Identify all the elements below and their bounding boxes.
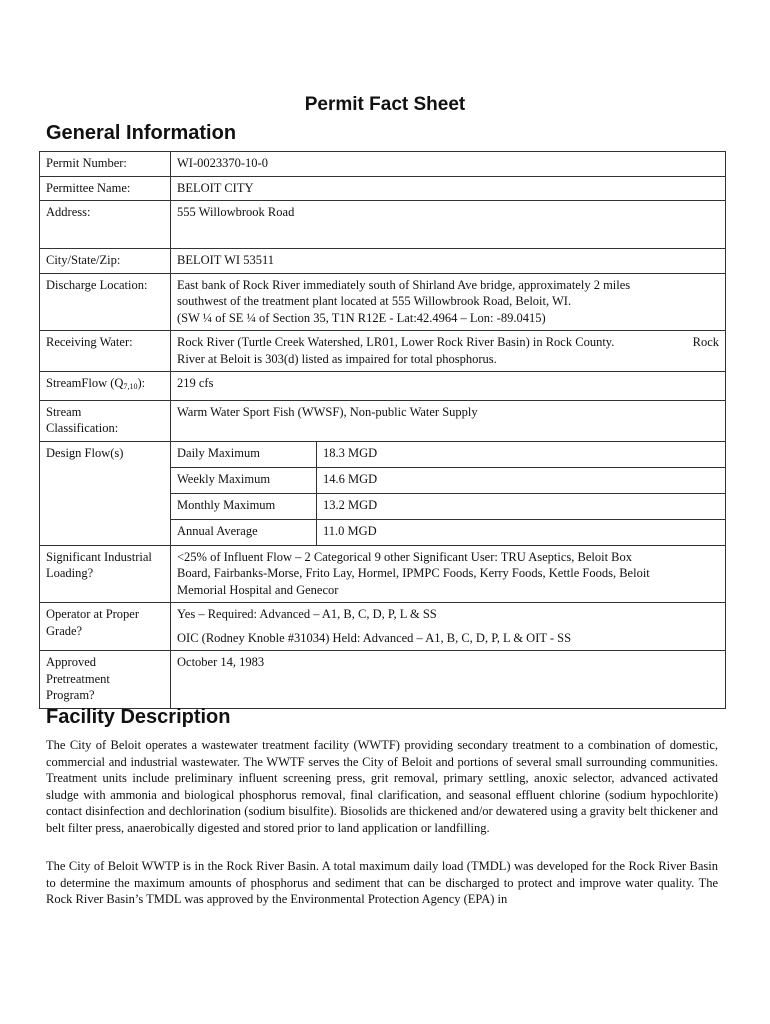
operator-line: Yes – Required: Advanced – A1, B, C, D, P, L & SS <box>177 607 437 621</box>
facility-paragraph-text: The City of Beloit operates a wastewater treatment facility (WWTF) providing secondary treatment to a combination of domestic, commercial and industrial wastewater. The WWTF serves the City of Beloit and portions of several small surrounding communities. Treatment units include preliminary influent screening press, grit removal, primary settling, anoxic selector, advanced activated sludge with ammonia and biological phosphorus removal, final clarification, and seasonal effluent chlorine (sodium hypochlorite) contact disinfection and dechlorination (sodium bisulfite). Biosolids are thickened and/or dewatered using a gravity belt thickener and belt filter press, anaerobically digested and stored prior to land application or landfilling. <box>46 738 718 835</box>
operator-grade-value <box>171 603 726 651</box>
streamflow-value: 219 cfs <box>171 372 726 401</box>
discharge-line: East bank of Rock River immediately south of Shirland Ave bridge, approximately 2 miles <box>177 277 631 292</box>
discharge-location-value <box>171 273 726 331</box>
discharge-location-label: Discharge Location: <box>40 273 171 331</box>
streamflow-label-subscript: 7,10 <box>123 382 138 391</box>
table-row <box>40 152 726 177</box>
operator-grade-label <box>40 603 171 651</box>
facility-description-heading: Facility Description <box>46 706 231 728</box>
receiving-water-value <box>171 331 726 372</box>
label-line: Operator at Proper <box>46 607 140 621</box>
flow-label: Monthly Maximum <box>171 493 317 519</box>
table-row <box>40 176 726 201</box>
design-flows-label: Design Flow(s) <box>40 441 171 545</box>
flow-label: Daily Maximum <box>171 442 317 468</box>
flow-value: 18.3 MGD <box>317 442 726 468</box>
table-row <box>40 249 726 274</box>
stream-classification-label <box>40 400 171 441</box>
facility-paragraph <box>46 737 718 836</box>
table-row <box>171 493 725 519</box>
pretreatment-label <box>40 651 171 709</box>
receiving-line-end: Rock <box>692 335 719 349</box>
receiving-line: River at Beloit is 303(d) listed as impaired for total phosphorus. <box>177 351 497 366</box>
label-line: Approved <box>46 655 96 669</box>
label-line: Loading? <box>46 566 94 580</box>
flow-value: 14.6 MGD <box>317 467 726 493</box>
label-line: Significant Industrial <box>46 549 152 564</box>
stream-classification-value: Warm Water Sport Fish (WWSF), Non-public Water Supply <box>171 400 726 441</box>
receiving-line: Rock River (Turtle Creek Watershed, LR01, Lower Rock River Basin) in Rock County. <box>177 335 615 349</box>
table-row <box>40 372 726 401</box>
address-value: 555 Willowbrook Road <box>171 201 726 249</box>
table-row <box>171 467 725 493</box>
city-state-zip-value: BELOIT WI 53511 <box>171 249 726 274</box>
general-information-heading: General Information <box>46 122 237 144</box>
table-row <box>40 651 726 709</box>
permit-number-value: WI-0023370-10-0 <box>171 152 726 177</box>
table-row <box>40 603 726 651</box>
table-row <box>171 519 725 545</box>
label-line: Stream <box>46 404 82 419</box>
label-line: Program? <box>46 688 95 702</box>
address-label: Address: <box>40 201 171 249</box>
table-row <box>40 201 726 249</box>
table-row <box>171 442 725 468</box>
flow-label: Annual Average <box>171 519 317 545</box>
discharge-line: southwest of the treatment plant located at 555 Willowbrook Road, Beloit, WI. <box>177 294 572 308</box>
design-flows-cell <box>171 441 726 545</box>
permit-number-label: Permit Number: <box>40 152 171 177</box>
table-row <box>40 545 726 603</box>
label-line: Grade? <box>46 623 83 638</box>
streamflow-label <box>40 372 171 401</box>
design-flows-table <box>171 442 725 545</box>
industrial-line: Memorial Hospital and Genecor <box>177 582 339 597</box>
page-title: Permit Fact Sheet <box>304 94 466 115</box>
industrial-loading-label <box>40 545 171 603</box>
flow-value: 13.2 MGD <box>317 493 726 519</box>
facility-paragraph-text: The City of Beloit WWTP is in the Rock River Basin. A total maximum daily load (TMDL) was developed for the Rock River Basin to determine the maximum amounts of phosphorus and sediment that can be discharged to protect and improve water quality. The Rock River Basin’s TMDL was approved by the Environmental Protection Agency (EPA) in <box>46 859 718 906</box>
streamflow-label-close: ): <box>137 376 146 390</box>
streamflow-label-text: StreamFlow (Q <box>46 376 124 390</box>
receiving-water-label: Receiving Water: <box>40 331 171 372</box>
table-row <box>40 441 726 545</box>
flow-label: Weekly Maximum <box>171 467 317 493</box>
label-line: Classification: <box>46 421 119 435</box>
facility-paragraph <box>46 858 718 908</box>
label-line: Pretreatment <box>46 671 110 686</box>
industrial-loading-value <box>171 545 726 603</box>
general-information-table <box>39 151 726 709</box>
table-row <box>40 400 726 441</box>
discharge-line: (SW ¼ of SE ¼ of Section 35, T1N R12E - Lat:42.4964 – Lon: -89.0415) <box>177 310 546 325</box>
pretreatment-value: October 14, 1983 <box>171 651 726 709</box>
table-row <box>40 273 726 331</box>
table-row <box>40 331 726 372</box>
permittee-name-label: Permittee Name: <box>40 176 171 201</box>
flow-value: 11.0 MGD <box>323 523 377 538</box>
operator-line: OIC (Rodney Knoble #31034) Held: Advanced – A1, B, C, D, P, L & OIT - SS <box>177 630 572 645</box>
industrial-line: <25% of Influent Flow – 2 Categorical 9 other Significant User: TRU Aseptics, Beloit Box <box>177 549 633 564</box>
industrial-line: Board, Fairbanks-Morse, Frito Lay, Hormel, IPMPC Foods, Kerry Foods, Kettle Foods, Beloit <box>177 566 650 580</box>
city-state-zip-label: City/State/Zip: <box>40 249 171 274</box>
permittee-name-value: BELOIT CITY <box>171 176 726 201</box>
